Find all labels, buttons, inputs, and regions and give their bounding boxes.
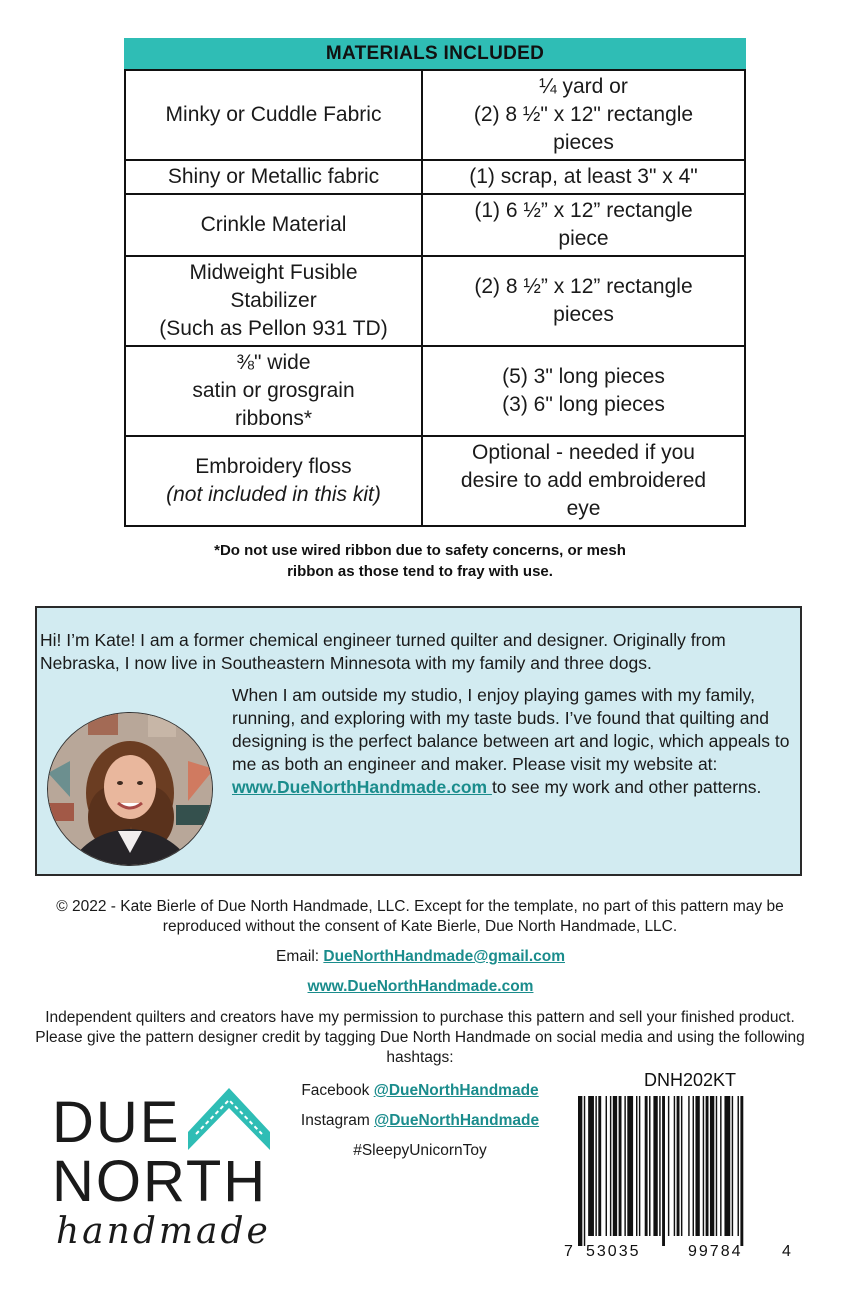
barcode-bar <box>662 1096 665 1246</box>
bio-website-link[interactable]: www.DueNorthHandmade.com <box>232 777 492 797</box>
barcode-bar <box>716 1096 717 1236</box>
material-quantity-line: pieces <box>553 131 614 154</box>
material-quantity-line: eye <box>566 497 601 520</box>
email-link[interactable]: DueNorthHandmade@gmail.com <box>323 948 565 965</box>
barcode-group-right: 99784 <box>688 1243 743 1260</box>
barcode-digit-first: 7 <box>564 1243 573 1260</box>
materials-table-section <box>124 38 746 527</box>
material-name-line: Embroidery floss <box>195 455 352 478</box>
material-name-line: satin or grosgrain <box>192 379 355 402</box>
material-name-line: Minky or Cuddle Fabric <box>165 103 382 126</box>
email-line <box>0 947 841 967</box>
barcode-bar <box>610 1096 611 1236</box>
materials-row <box>125 256 745 346</box>
instagram-line <box>270 1106 570 1136</box>
copyright-notice: © 2022 - Kate Bierle of Due North Handmade, LLC. Except for the template, no part of this pattern may be reproduced without the consent of Kate Bierle, Due North Handmade, LLC. <box>56 898 784 935</box>
due-north-logo <box>52 1088 272 1258</box>
material-name <box>125 436 422 526</box>
barcode-bar <box>619 1096 622 1236</box>
resale-permission: Independent quilters and creators have my permission to purchase this pattern and sell your finished product. Please give the pattern designer credit by tagging Due North Handmade on social media and using the following hashtags: <box>35 1009 805 1066</box>
barcode-bar <box>649 1096 650 1236</box>
chevron-up-icon <box>188 1088 270 1150</box>
footnote-line-1: *Do not use wired ribbon due to safety concerns, or mesh <box>214 542 626 559</box>
barcode-bar <box>738 1096 739 1236</box>
material-quantity-line: Optional - needed if you <box>472 441 695 464</box>
ribbon-footnote <box>120 540 720 582</box>
facebook-link[interactable]: @DueNorthHandmade <box>373 1082 539 1099</box>
material-quantity-line: desire to add embroidered <box>460 469 707 492</box>
bio-intro: Hi! I’m Kate! I am a former chemical engineer turned quilter and designer. Originally from Nebraska, I now live in Southeastern Minnesota with my family and three dogs. <box>40 630 726 673</box>
material-name-line: Shiny or Metallic fabric <box>167 165 380 188</box>
website-link[interactable]: www.DueNorthHandmade.com <box>307 978 534 995</box>
barcode-bar <box>645 1096 648 1236</box>
material-name <box>125 256 422 346</box>
material-quantity-line: (2) 8 ½" x 12" rectangle <box>473 103 694 126</box>
material-quantity-line: (2) 8 ½” x 12” rectangle <box>474 275 693 298</box>
barcode-bar <box>740 1096 743 1246</box>
material-name <box>125 346 422 436</box>
material-name-line: Crinkle Material <box>200 213 347 236</box>
designer-photo <box>47 712 213 866</box>
material-quantity <box>422 436 745 526</box>
material-name-line: (Such as Pellon 931 TD) <box>159 317 388 340</box>
barcode-digit-last: 4 <box>782 1243 791 1260</box>
materials-row <box>125 70 745 160</box>
material-quantity-line: (1) scrap, at least 3" x 4" <box>469 165 698 188</box>
material-quantity-line: pieces <box>553 303 614 326</box>
bio-more-text: When I am outside my studio, I enjoy playing games with my family, running, and exploring with my taste buds. I’ve found that quilting and designing is the perfect balance between art and logic, which appeals to me as both an engineer and maker. Please visit my website at: <box>232 685 790 774</box>
material-name <box>125 70 422 160</box>
materials-row <box>125 160 745 194</box>
material-name <box>125 194 422 256</box>
barcode-bar <box>613 1096 617 1236</box>
barcode-bar <box>695 1096 699 1236</box>
material-quantity-line: (3) 6" long pieces <box>502 393 665 416</box>
material-note: (not included in this kit) <box>166 483 381 506</box>
designer-bio-box <box>35 606 802 876</box>
barcode-bar <box>595 1096 596 1236</box>
materials-header: MATERIALS INCLUDED <box>124 38 746 69</box>
barcode-bar <box>578 1096 582 1246</box>
facebook-line <box>270 1076 570 1106</box>
barcode-bar <box>688 1096 689 1236</box>
logo-line-due: DUE <box>52 1090 181 1155</box>
barcode-bar <box>732 1096 733 1236</box>
barcode-bar <box>720 1096 721 1236</box>
barcode-bar <box>710 1096 714 1236</box>
barcode-bar <box>627 1096 633 1236</box>
instagram-label: Instagram <box>300 1112 375 1129</box>
barcode-bar <box>703 1096 704 1236</box>
barcode-bar <box>636 1096 637 1236</box>
material-quantity <box>422 70 745 160</box>
material-quantity-line: (5) 3" long pieces <box>502 365 665 388</box>
material-name-line: ⅜" wide <box>236 351 311 374</box>
material-name-line: Midweight Fusible <box>189 261 358 284</box>
barcode-bar <box>668 1096 669 1236</box>
barcode <box>560 1096 800 1266</box>
logo-line-handmade: handmade <box>56 1211 271 1252</box>
barcode-bar <box>588 1096 594 1236</box>
material-quantity <box>422 256 745 346</box>
barcode-bar <box>674 1096 675 1236</box>
barcode-bar <box>681 1096 682 1236</box>
hashtag: #SleepyUnicornToy <box>353 1142 487 1159</box>
materials-table <box>124 69 746 527</box>
barcode-bar <box>693 1096 694 1236</box>
material-quantity-line: ¼ yard or <box>539 75 628 98</box>
barcode-bar <box>639 1096 640 1236</box>
social-handles <box>270 1076 570 1166</box>
website-line <box>0 977 841 997</box>
barcode-bar <box>724 1096 730 1236</box>
material-quantity-line: piece <box>558 227 609 250</box>
materials-row <box>125 436 745 526</box>
footnote-line-2: ribbon as those tend to fray with use. <box>287 563 553 580</box>
material-name-line: Stabilizer <box>230 289 317 312</box>
bio-after-link: to see my work and other patterns. <box>491 777 762 797</box>
material-quantity <box>422 346 745 436</box>
materials-row <box>125 194 745 256</box>
barcode-bar <box>606 1096 607 1236</box>
barcode-group-left: 53035 <box>586 1243 641 1260</box>
logo-line-north: NORTH <box>52 1149 268 1214</box>
bio-more <box>232 684 802 799</box>
material-name-line: ribbons* <box>234 407 313 430</box>
barcode-bar <box>653 1096 657 1236</box>
barcode-bar <box>598 1096 601 1236</box>
material-quantity <box>422 194 745 256</box>
barcode-bar <box>624 1096 625 1236</box>
instagram-link[interactable]: @DueNorthHandmade <box>374 1112 540 1129</box>
product-sku: DNH202KT <box>643 1070 737 1090</box>
barcode-bar <box>706 1096 709 1236</box>
barcode-bar <box>659 1096 660 1236</box>
material-quantity-line: (1) 6 ½” x 12” rectangle <box>474 199 693 222</box>
barcode-bar <box>584 1096 585 1246</box>
material-quantity <box>422 160 745 194</box>
email-label: Email: <box>276 948 324 965</box>
facebook-label: Facebook <box>301 1082 374 1099</box>
material-name <box>125 160 422 194</box>
barcode-bar <box>677 1096 680 1236</box>
materials-row <box>125 346 745 436</box>
